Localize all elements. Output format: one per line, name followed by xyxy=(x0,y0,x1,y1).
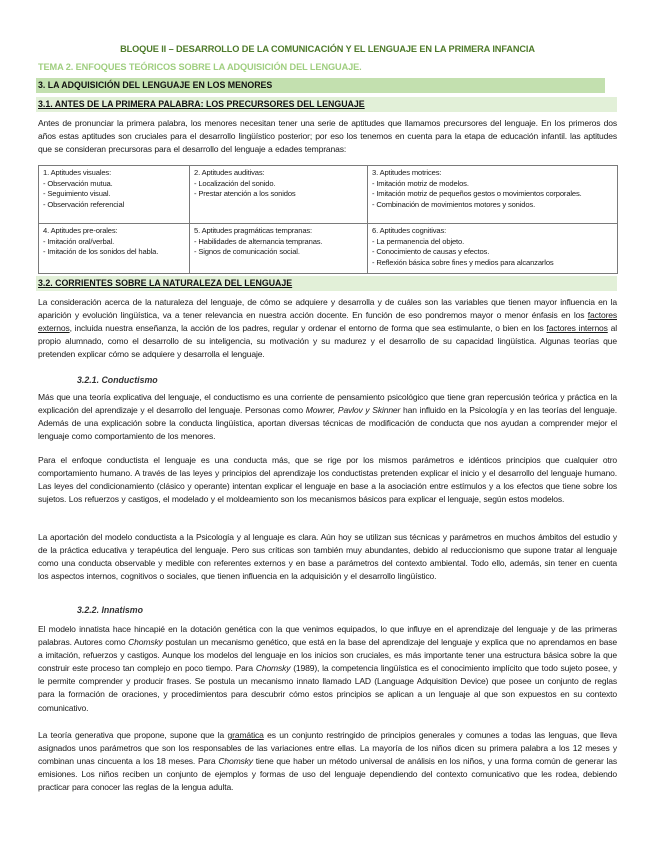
factores-internos-term: factores internos xyxy=(546,323,608,334)
text-run: El modelo innatista hace hincapié en la dotación genética con la que venimos equipados, lo que influye en el aprendizaje del lenguaje y de las primeras palabras. Autores como xyxy=(38,624,617,648)
author-name: Chomsky xyxy=(218,756,253,767)
precursores-intro: Antes de pronunciar la primera palabra, los menores necesitan tener una serie de aptitudes que llamamos precursores del lenguaje. En los primeros dos años estas aptitudes son cruciales para el desarrollo lingüístico posterior; por eso los tenemos en cuenta para la etapa de educación infantil. las aptitudes que se consideran precursoras para el desarrollo del lenguaje a edades tempranas: xyxy=(38,118,617,155)
aptitudes-cell xyxy=(39,224,190,274)
cell-item: - Observación mutua. xyxy=(43,178,113,188)
text-run: (1989), la competencia lingüística es el conocimiento implícito que todo sujeto posee, y le permite comprender y producir frases. Se postula un mecanismo innato llamado LAD (Language Adquisition Device) que posee un conjunto de reglas para la formación de oraciones, y procedimientos para descubrir cómo estos principios se aplican a un lenguaje al que son expuestos en su contexto comunicativo. xyxy=(38,663,617,713)
cell-item: - Observación referencial xyxy=(43,199,125,209)
text-run: tiene que haber un método universal de análisis en los niños, y una forma común de generar las emisiones. Los niños reciben un conjunto de ejemplos y formas de uso del lenguaje dependiendo del contexto comunicativo que les rodea, debiendo practicar para conocer las reglas de la lengua adulta. xyxy=(38,756,617,793)
cell-item: - Imitación motriz de pequeños gestos o movimientos corporales. xyxy=(372,189,582,199)
conductismo-p3: La aportación del modelo conductista a la Psicología y al lenguaje es clara. Aún hoy se utilizan sus técnicas y parámetros en muchos ámbitos del estudio y de la práctica educativa y terapéutica del lenguaje. Pero sus críticas son también muy abundantes, debido al reduccionismo que supone tratar al lenguaje como una conducta observable y medible con referentes externos y en base a parámetros del contexto ambiental. Todo ello, además, sin tener en cuenta los aspectos internos, cognitivos o sociales, que tienen influencia en la adquisición y el desarrollo lingüístico. xyxy=(38,532,617,582)
text-run: Más que una teoría explicativa del lenguaje, el conductismo es una corriente de pensamiento psicológico que tiene gran repercusión teórica y práctica en la explicación del aprendizaje y el desarrollo del lenguaje. Personas como xyxy=(38,392,617,416)
cell-item: - Imitación de los sonidos del habla. xyxy=(43,247,159,257)
text-run: , incluida nuestra enseñanza, la acción de los padres, regular y ordenar el entorno de forma que sea estimulante, o bien en los xyxy=(69,323,547,334)
cell-title: 1. Aptitudes visuales: xyxy=(43,168,112,177)
corrientes-intro xyxy=(38,296,617,361)
authors-names: Mowrer, Pavlov y Skinner xyxy=(305,405,401,416)
cell-title: 5. Aptitudes pragmáticas tempranas: xyxy=(194,226,313,235)
cell-item: - Prestar atención a los sonidos xyxy=(194,189,296,199)
aptitudes-cell xyxy=(39,166,190,224)
cell-item: - Imitación oral/verbal. xyxy=(43,236,115,246)
cell-item: - Localización del sonido. xyxy=(194,178,276,188)
innatismo-p1 xyxy=(38,623,617,715)
cell-title: 6. Aptitudes cognitivas: xyxy=(372,226,447,235)
conductismo-heading: 3.2.1. Conductismo xyxy=(77,375,158,385)
text-run: postulan un mecanismo genético, que está en la base del aprendizaje del lenguaje y explica que no aprendamos en base a imitación, refuerzos y castigos. Aunque los modelos del lenguaje en los inicios son cruciales, es más importante tener una estructura básica sobre la que construir este proceso tan complejo en poco tiempo. Para xyxy=(38,637,618,674)
author-name: Chomsky xyxy=(128,637,163,648)
section-3-heading: 3. LA ADQUISICIÓN DEL LENGUAJE EN LOS MENORES xyxy=(36,78,605,93)
aptitudes-cell xyxy=(368,166,618,224)
text-run: es un conjunto restringido de principios generales y comunes a todas las lenguas, que lleva asignados unos parámetros que son los responsables de las variaciones entre ellas. La mayoría de los niños dicen su primera palabra a los 12 meses y combinan unas cincuenta a los 18 meses. Para xyxy=(38,730,617,767)
cell-title: 4. Aptitudes pre-orales: xyxy=(43,226,118,235)
aptitudes-cell xyxy=(368,224,618,274)
cell-item: - Imitación motriz de modelos. xyxy=(372,178,469,188)
tema-title: TEMA 2. ENFOQUES TEÓRICOS SOBRE LA ADQUISICIÓN DEL LENGUAJE. xyxy=(38,62,362,72)
cell-item: - Signos de comunicación social. xyxy=(194,247,300,257)
aptitudes-cell xyxy=(190,166,368,224)
section-3-2-heading: 3.2. CORRIENTES SOBRE LA NATURALEZA DEL LENGUAJE xyxy=(36,276,617,291)
text-run: La teoría generativa que propone, supone que la xyxy=(38,730,228,740)
innatismo-heading: 3.2.2. Innatismo xyxy=(77,605,143,615)
conductismo-p2: Para el enfoque conductista el lenguaje es una conducta más, que se rige por los mismos parámetros e idénticos principios que cualquier otro comportamiento humano. A través de las leyes y principios del aprendizaje los conductistas pretenden explicar el inicio y el desarrollo del lenguaje humano. Las leyes del condicionamiento (clásico y operante) intentan explicar el lenguaje en base a la asociación entre estímulos y a los efectos que tiene sobre los sujetos. Los refuerzos y castigos, el modelado y el moldeamiento son los mecanismos básicos para explicar el lenguaje, según estos modelos. xyxy=(38,455,617,505)
factores-externos-term: factores externos xyxy=(38,310,617,334)
cell-title: 2. Aptitudes auditivas: xyxy=(194,168,265,177)
block-title: BLOQUE II – DESARROLLO DE LA COMUNICACIÓN Y EL LENGUAJE EN LA PRIMERA INFANCIA xyxy=(120,44,535,54)
cell-item: - Reflexión básica sobre fines y medios para alcanzarlos xyxy=(372,257,554,267)
text-run: al propio alumnado, como el desarrollo de su inteligencia, su motivación y su madurez y el desarrollo de su capacidad lingüística. Algunas teorías que pretenden explicar cómo se adquiere y desarrolla el lenguaje. xyxy=(38,323,617,360)
author-name: Chomsky xyxy=(255,663,291,674)
text-run: han influido en la Psicología y en las teorías del lenguaje. Además de una explicación sobre la conducta lingüística, aportan diversas técnicas de modificación de conducta que nos ayudan a comprender mejor el lenguaje como comportamiento de los menores. xyxy=(38,405,617,442)
aptitudes-cell xyxy=(190,224,368,274)
text-run: La consideración acerca de la naturaleza del lenguaje, de cómo se adquiere y desarrolla y de cuáles son las variables que tienen mayor influencia en la aparición y evolución lingüística, va a tener relevancia en nuestra acción docente. En función de eso pondremos mayor o menor énfasis en los xyxy=(38,297,617,321)
cell-item: - Seguimiento visual. xyxy=(43,189,111,199)
cell-item: - La permanencia del objeto. xyxy=(372,236,465,246)
aptitudes-table xyxy=(38,165,618,274)
cell-item: - Combinación de movimientos motores y sonidos. xyxy=(372,199,536,209)
innatismo-p2 xyxy=(38,729,617,794)
conductismo-p1 xyxy=(38,391,617,443)
cell-item: - Habilidades de alternancia tempranas. xyxy=(194,236,323,246)
section-3-1-heading: 3.1. ANTES DE LA PRIMERA PALABRA: LOS PRECURSORES DEL LENGUAJE xyxy=(36,97,617,112)
gramatica-term: gramática xyxy=(227,730,264,740)
cell-item: - Conocimiento de causas y efectos. xyxy=(372,247,490,257)
cell-title: 3. Aptitudes motrices: xyxy=(372,168,442,177)
